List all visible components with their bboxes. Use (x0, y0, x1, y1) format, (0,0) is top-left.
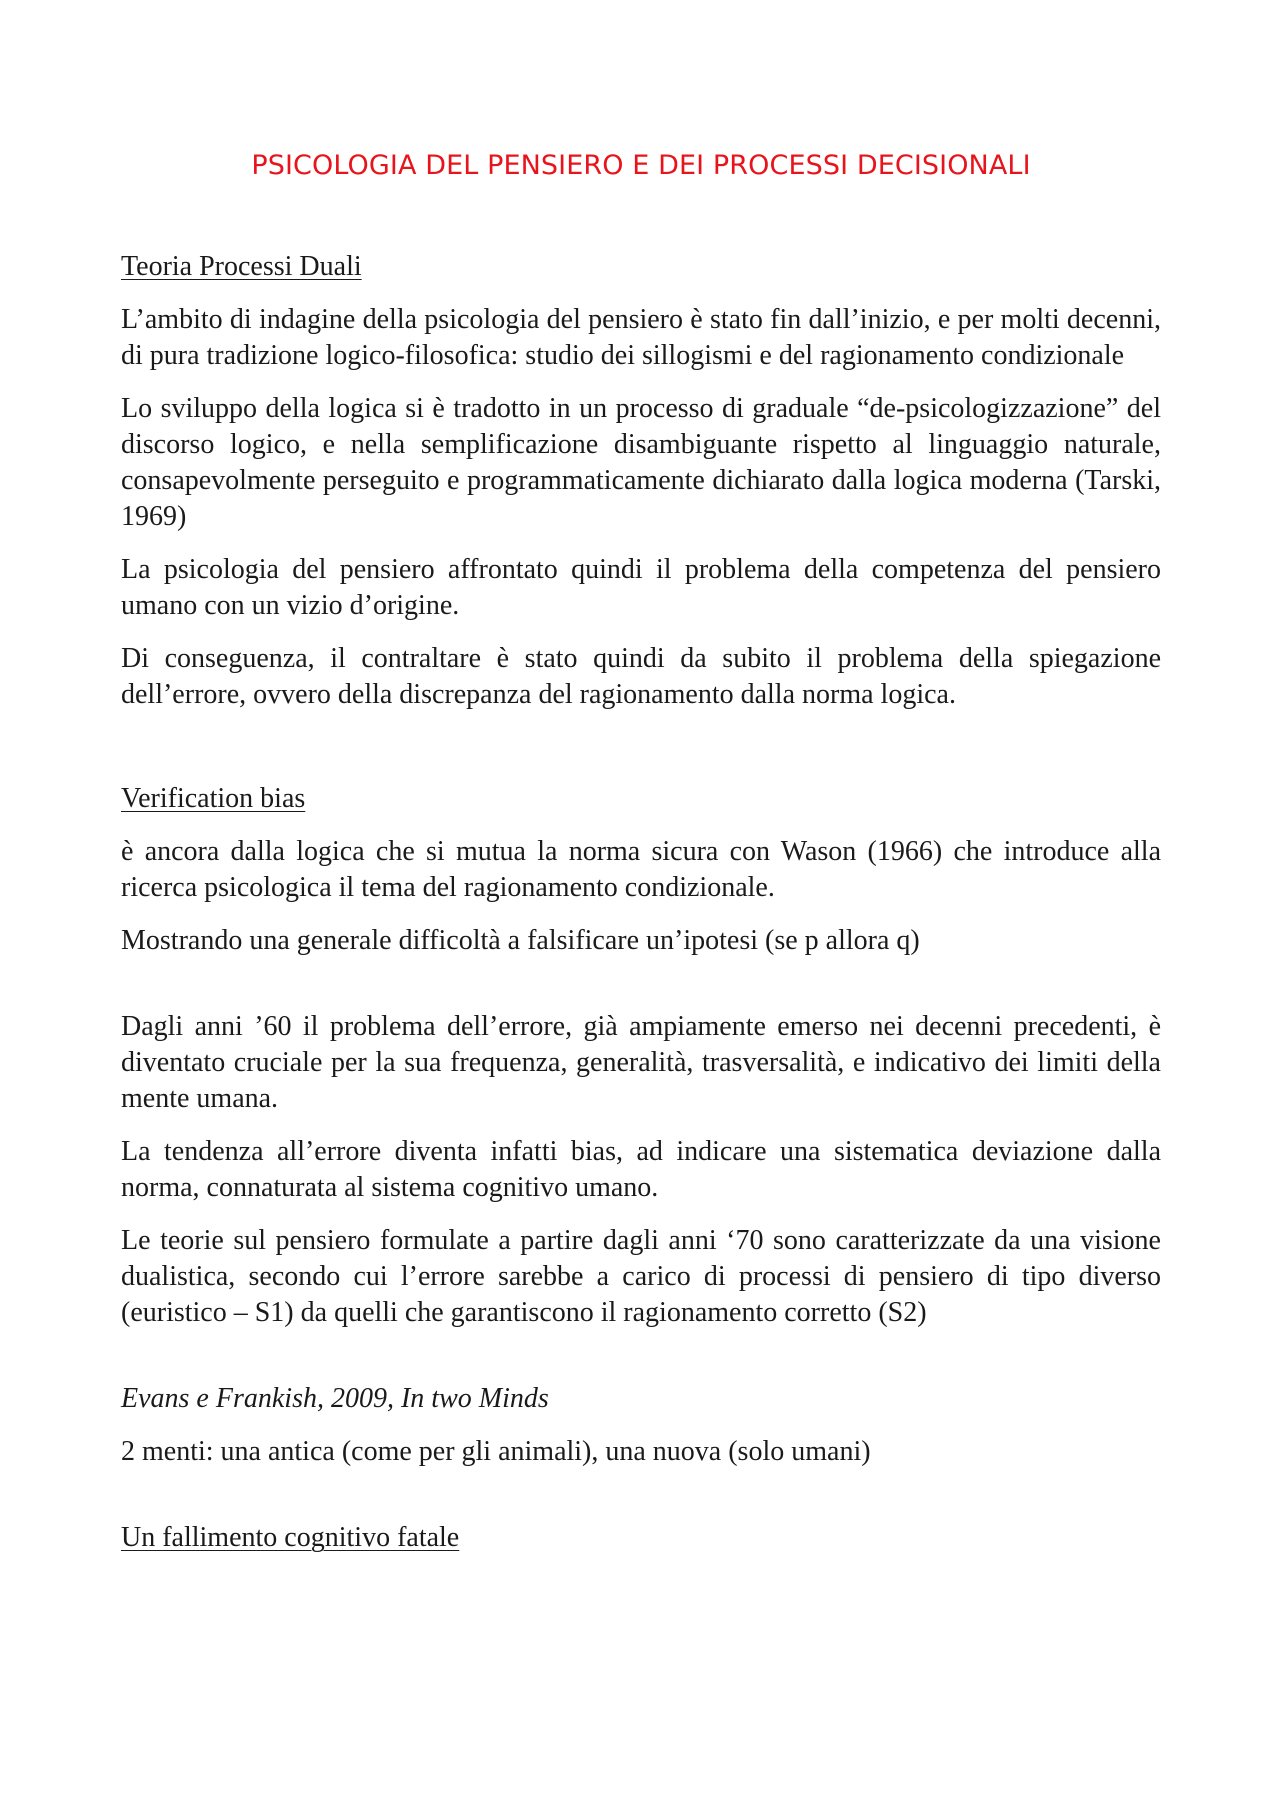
paragraph: La psicologia del pensiero affrontato quindi il problema della competenza del pensiero umano con un vizio d’origine. (121, 554, 1161, 621)
paragraph: Mostrando una generale difficoltà a falsificare un’ipotesi (se p allora q) (121, 925, 920, 956)
heading-verification-bias: Verification bias (121, 783, 306, 814)
paragraph: La tendenza all’errore diventa infatti bias, ad indicare una sistematica deviazione dalla norma, connaturata al sistema cognitivo umano. (121, 1136, 1161, 1203)
heading-teoria-processi-duali: Teoria Processi Duali (121, 251, 362, 282)
citation-evans-frankish: Evans e Frankish, 2009, In two Minds (121, 1383, 549, 1414)
paragraph: Dagli anni ’60 il problema dell’errore, già ampiamente emerso nei decenni precedenti, è diventato cruciale per la sua frequenza, generalità, trasversalità, e indicativo dei limiti della mente umana. (121, 1011, 1161, 1114)
paragraph: 2 menti: una antica (come per gli animali), una nuova (solo umani) (121, 1436, 871, 1467)
paragraph: L’ambito di indagine della psicologia del pensiero è stato fin dall’inizio, e per molti decenni, di pura tradizione logico-filosofica: studio dei sillogismi e del ragionamento condizionale (121, 304, 1161, 371)
heading-fallimento-cognitivo: Un fallimento cognitivo fatale (121, 1522, 460, 1553)
paragraph: Le teorie sul pensiero formulate a partire dagli anni ‘70 sono caratterizzate da una visione dualistica, secondo cui l’errore sarebbe a carico di processi di pensiero di tipo diverso (euristico – S1) da quelli che garantiscono il ragionamento corretto (S2) (121, 1225, 1161, 1328)
document-title: PSICOLOGIA DEL PENSIERO E DEI PROCESSI DECISIONALI (251, 150, 1031, 181)
paragraph: è ancora dalla logica che si mutua la norma sicura con Wason (1966) che introduce alla ricerca psicologica il tema del ragionamento condizionale. (121, 836, 1161, 903)
paragraph: Lo sviluppo della logica si è tradotto in un processo di graduale “de-psicologizzazione” del discorso logico, e nella semplificazione disambiguante rispetto al linguaggio naturale, consapevolmente perseguito e programmaticamente dichiarato dalla logica moderna (Tarski, 1969) (121, 393, 1161, 532)
document-body (121, 148, 1161, 1573)
paragraph: Di conseguenza, il contraltare è stato quindi da subito il problema della spiegazione dell’errore, ovvero della discrepanza del ragionamento dalla norma logica. (121, 643, 1161, 710)
